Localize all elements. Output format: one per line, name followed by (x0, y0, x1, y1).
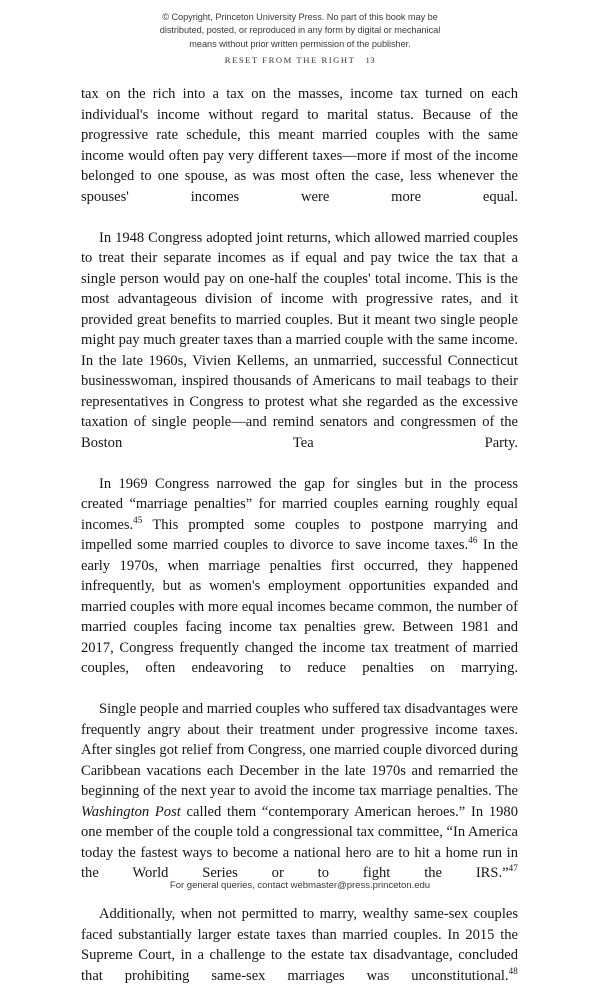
copyright-notice-line-2: distributed, posted, or reproduced in any form by digital or mechanical (159, 25, 441, 36)
paragraph-text: Single people and married couples who suffered tax disadvantages were frequently angry about their treatment under progressive income taxes. After singles got relief from Congress, one married couple divorced during Caribbean vacations each December in the late 1970s and remarried the beginning of the next year to avoid the income tax marriage penalties. The (81, 701, 518, 799)
body-paragraph (81, 228, 518, 474)
body-paragraph (81, 904, 518, 1007)
body-text-column (81, 84, 518, 1007)
paragraph-text: tax on the rich into a tax on the masses, income tax turned on each individual's income without regard to marital status. Because of the progressive rate schedule, this meant married couples with the same income would often pay very different taxes—more if most of the income belonged to one spouse, as was most often the case, less whenever the spouses' incomes were more equal. (81, 86, 518, 205)
footnote-marker: 48 (508, 965, 518, 976)
footnote-marker: 47 (508, 863, 518, 874)
paragraph-text: called them “contemporary American heroes.” In 1980 one member of the couple told a congressional tax committee, “In America today the fastest ways to become a national hero are to hit a home run in the World Series or to fight the IRS.” (81, 803, 518, 881)
body-paragraph (81, 699, 518, 904)
page-number: 13 (365, 55, 376, 65)
paragraph-text: This prompted some couples to postpone marrying and impelled some married couples to divorce to save income taxes. (81, 516, 518, 553)
copyright-notice-line-3: means without prior written permission of the publisher. (189, 38, 411, 49)
page-footer (0, 880, 600, 891)
copyright-notice-line-1: © Copyright, Princeton University Press. No part of this book may be (162, 12, 438, 22)
paragraph-text: Additionally, when not permitted to marry, wealthy same-sex couples faced substantially larger estate taxes than married couples. In 2015 the Supreme Court, in a challenge to the estate tax disadvantage, concluded that prohibiting same-sex marriages was unconstitutional. (81, 906, 518, 984)
body-paragraph (81, 474, 518, 700)
italic-title: Washington Post (81, 803, 181, 820)
running-head-title: RESET FROM THE RIGHT (224, 55, 356, 65)
paragraph-text: In the early 1970s, when marriage penalties first occurred, they happened infrequently, but as women's employment opportunities expanded and married couples with more equal incomes became common, the number of married couples facing income tax penalties grew. Between 1981 and 2017, Congress frequently changed the income tax treatment of married couples, often endeavoring to reduce penalties on marrying. (81, 537, 519, 676)
footnote-marker: 46 (468, 535, 478, 546)
copyright-notice (0, 11, 600, 51)
body-paragraph (81, 84, 518, 228)
running-head (0, 55, 600, 65)
footer-text: For general queries, contact webmaster@press.princeton.edu (169, 880, 431, 891)
paragraph-text: In 1969 Congress narrowed the gap for singles but in the process created “marriage penalties” for married couples earning roughly equal incomes. (81, 475, 518, 533)
paragraph-text: In 1948 Congress adopted joint returns, which allowed married couples to treat their separate incomes as if equal and pay twice the tax that a single person would pay on one-half the couples' total income. This is the most advantageous division of income with progressive rates, and it provided great benefits to married couples. But it meant two single people might pay much greater taxes than a married couple with the same income. In the late 1960s, Vivien Kellems, an unmarried, successful Connecticut businesswoman, inspired thousands of Americans to mail teabags to their representatives in Congress to protest what she regarded as the excessive taxation of single people—and remind senators and congressmen of the Boston Tea Party. (81, 229, 518, 451)
footnote-marker: 45 (133, 514, 143, 525)
